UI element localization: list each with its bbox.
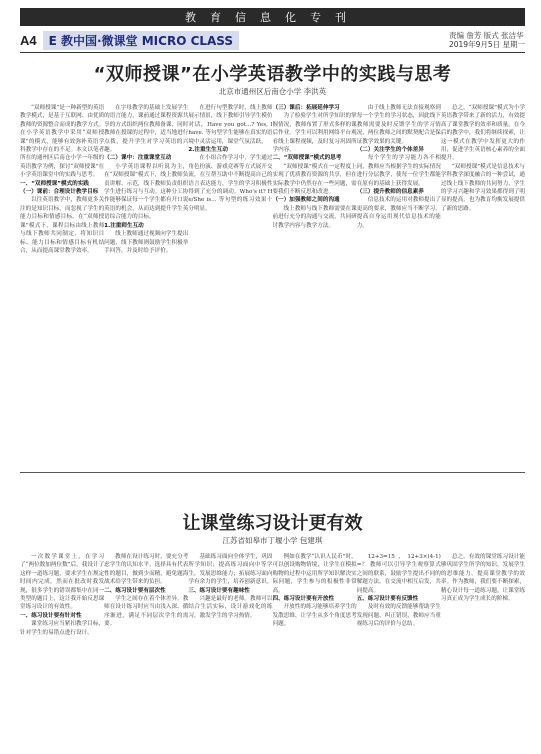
subheading: 一、练习设计要有针对性 <box>20 612 82 619</box>
page-number: A4 <box>20 32 37 48</box>
article2-title: 让课堂练习设计更有效 <box>182 513 363 534</box>
article2-column <box>104 553 188 749</box>
paragraph: 及时有效的反馈能够帮助学生发现问题、纠正错误，教师应当重视练习后的评价与总结。 <box>356 604 441 628</box>
article1-column <box>20 104 104 468</box>
subheading: 三、练习设计要有趣味性 <box>188 587 250 594</box>
article2-column <box>188 553 272 749</box>
subheading: 1.注重师生互动 <box>104 222 144 229</box>
paragraph: 线上教师与线下教师需要在课前进行充分的沟通与交流，共同研讨教学内容与教学方法。 <box>272 205 357 229</box>
article2-body <box>20 553 525 749</box>
article2-column <box>20 553 104 749</box>
editor-credit: 责编 詹芳 版式 张洁华 <box>448 31 524 40</box>
paragraph: 由于线上教师无法直接观察到每一个学生的学习状态，因此线下教师需要及时反馈学生的学习情况，两位教师之间的默契配合是保证教学效果的关键。 <box>356 105 441 145</box>
article1-author: 北京市通州区后南仓小学 李洪英 <box>218 87 327 96</box>
paragraph: 总之，“双师授课”模式为小学英语教学带来了新的活力，有效提高了课堂教学的效率和质量。在今后的教学中，我们将继续探索，让这一模式在教学中发挥更大的作用，促进学生英语核心素养的全面提升。 <box>440 105 526 162</box>
article1-column <box>273 104 357 468</box>
paragraph: 兴趣是最好的老师。教师可以结合生活实际，设计游戏化的练习，激发学生的学习热情。 <box>188 596 273 619</box>
article1-column <box>441 104 525 468</box>
paragraph: 小学英语课程以听说为主，在“双师授课”模式下，线上教师负责讲解、示范，线下教师负责组织学生进行练习与互动。这种分工协作能够保证每一个学生都有开口说英语的机会，从而达到提升学生英语综合能力的目标。 <box>104 163 189 221</box>
paragraph: 开放性的练习能够培养学生的发散思维，让学生从多个角度思考问题。 <box>272 604 357 628</box>
article2-column <box>273 553 357 749</box>
paragraph: 线上教师通过视频向学生提出问题，线下教师则鼓励学生积极举手回答，并及时给予评价。 <box>104 231 189 254</box>
article2-column <box>357 553 441 749</box>
paragraph: 学生之间存在着个体差异，教师在设计练习时应当由浅入深、循序渐进，满足不同层次学生的需要。 <box>104 596 189 628</box>
article1-title: “双师授课”在小学英语教学中的实践与思考 <box>93 64 452 85</box>
article1-column <box>357 104 441 468</box>
subheading: 2.注重生生互动 <box>188 147 228 154</box>
paragraph: 总之，有效的课堂练习设计能够巩固学生所学的知识，发展学生的思维能力，提高课堂教学的效率。作为教师，我们要不断探索，精心设计每一道练习题，让课堂练习真正成为学生成长的阶梯。 <box>440 554 526 603</box>
page-header <box>20 30 525 50</box>
subheading: （三）课后：拓展延伸学习 <box>272 105 340 111</box>
subheading: 五、练习设计要有反馈性 <box>356 596 419 603</box>
paragraph: 基础练习面向全体学生，巩固所学知识；提高练习面向中等学生，发展思维能力；拓展练习面向学有余力的学生，培养创新意识。 <box>188 554 273 586</box>
paragraph: 教师在设计练习时，要充分考虑学生的认知水平，选择具有代表性的题目，做到少而精，避免题海战术给学生带来的负担。 <box>104 554 189 586</box>
subheading: 二、“双师授课”模式的思考 <box>272 155 342 162</box>
subheading: （三）提升教师的信息素养 <box>356 189 424 196</box>
banner: 教育信息化专刊 <box>20 8 525 26</box>
article1-column <box>104 104 188 468</box>
article2-author: 江苏省如皋市丁堰小学 包建琪 <box>222 536 323 545</box>
subheading: 一、“双师授课”模式的实践 <box>20 180 89 187</box>
subheading: （二）课中：注重课堂互动 <box>104 155 172 162</box>
subheading: 二、练习设计要有层次性 <box>104 587 166 594</box>
paragraph: 课堂练习应当紧扣教学目标，针对学生的易错点进行设计。 <box>20 621 105 636</box>
paragraph: 信息技术的运用对教师提出了更高的要求，教师应当不断学习，提高自身运用现代信息技术的能力。 <box>356 197 441 229</box>
paragraph: 在小组合作学习中，学生通过角色扮演、游戏竞赛等方式展开交流，在互帮互助中不断提高自己的语言表达能力，学生的学习积极性得到了充分的调动。Who's it? He/She is... 等句型的练习效果十分明显。 <box>188 155 273 212</box>
issue-date: 2019年9月5日 星期一 <box>448 40 525 49</box>
section-title: E 教中国·微课堂 MICRO CLASS <box>43 31 239 50</box>
paragraph: 以往英语教学中，教师更多关注的是知识目标，而忽视了学生的能力目标和情感目标。在“双师授课”模式下，课程目标由线上教师与线下教师共同制定，将知识目标、能力目标和情感目标有机结合，从而提高课堂教学效率。 <box>20 197 105 254</box>
paragraph: 在字母教学的基础上发展学生的语言能力，课前通过课程资源共享的方式组织两位教师备课，同时教师在授课的过程中，适当地进行点拨，提升学生对学习英语的兴趣。 <box>104 105 189 154</box>
article1-body <box>20 104 525 468</box>
header-meta <box>449 31 525 49</box>
paragraph: 一次数学课堂上，在学习了“两位数加两位数”后，我设计了这样一道练习题，要求学生在规定时间内完成。然而在批改时我发现，很多学生的错误都集中在同一类型的题目上，这让我开始反思课堂练习设计的有效性。 <box>20 554 105 611</box>
paragraph: “双师授课”模式是信息技术与学科教学深度融合的一种尝试，通过线上线下教师的共同努力，学生的学习兴趣和学习效果都得到了明显的提高，也为教育均衡发展提供了新的思路。 <box>440 163 526 212</box>
article2-column <box>441 553 525 749</box>
article1-column <box>188 104 272 468</box>
paragraph: 在进行句型教学时，线上教师展示情景，线下教师引导学生模仿对话，Have you got...? Yes, I have. 等句型学生能够在真实的语境中灵活运用，课堂气氛活跃。 <box>188 105 273 145</box>
subheading: （一）加强教师之间的沟通 <box>272 197 340 204</box>
paragraph: “双师授课”是一种新型的英语教学模式，是基于互联网、由优质教师的资源整合而成的教学方式。在小学英语教学中采用“双师授课”的模式，能够有效弥补英语学科教学中存在的不足。本文以笔者所在的通州区后南仓小学一年级的英语教学为例，探讨“双师授课”在小学英语课堂中的实践与思考。 <box>20 105 105 179</box>
header-rule <box>20 52 525 53</box>
subheading: 四、练习设计要有开放性 <box>272 596 335 603</box>
paragraph: 每个学生的学习能力各不相同，教师应当根据学生的实际情况进行分层教学，使每一位学生都能在原有的基础上获得发展。 <box>356 155 441 187</box>
subheading: （一）课前：合理设计教学目标 <box>20 189 99 196</box>
paragraph: 为了检验学生对所学知识的掌握情况，教师布置了形式多样的课后作业。学生可以利用网络平台观看线上课程视频，及时复习巩固所学内容。 <box>272 113 357 154</box>
subheading: （二）关注学生的个体差异 <box>356 147 424 154</box>
article-divider <box>20 472 525 473</box>
paragraph: 例如在教学“认识人民币”时，可以创设购物情境，让学生在模拟购物的过程中运用所学知识解决实际问题，学生参与的积极性非常高。 <box>272 554 357 594</box>
paragraph: 12+3=15，12+3×(4-1)=？ 教师可以引导学生观察算式之间的联系，鼓励学生提出不同的解题方法，在交流中相互启发，共同提高。 <box>356 554 441 594</box>
paragraph: “双师授课”模式在一定程度上实现了优质教育资源的共享，但在实际教学中仍然存在一些问题，需要我们不断反思和改进。 <box>272 163 357 196</box>
